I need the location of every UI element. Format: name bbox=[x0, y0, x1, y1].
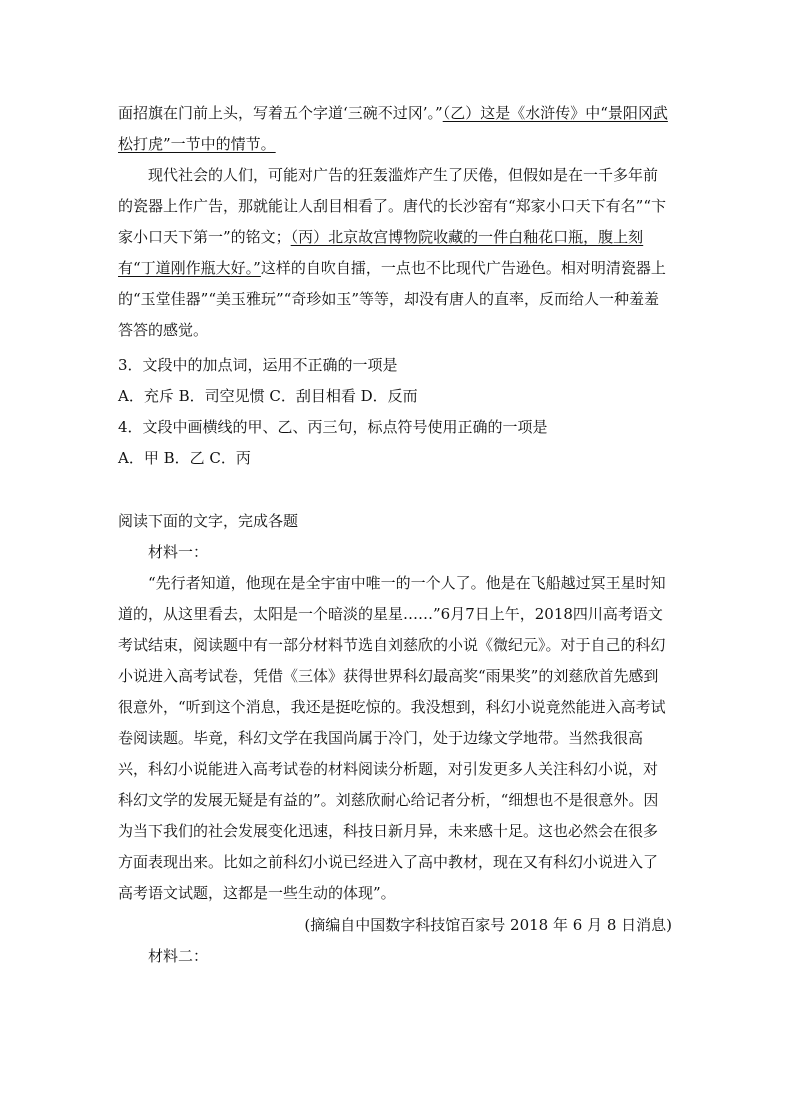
question-3-stem: 3．文段中的加点词，运用不正确的一项是 bbox=[118, 356, 398, 374]
reading-instruction: 阅读下面的文字，完成各题 bbox=[118, 512, 299, 530]
passage-paragraph-2 bbox=[118, 160, 672, 346]
material-2-label: 材料二： bbox=[148, 947, 209, 965]
passage-text: 这样的自吹自擂，一点也不比现代广告逊色。相对明清瓷器上的“玉堂佳器”“美玉雅玩”“奇珍如玉”等等，却没有唐人的直率，反而给人一种羞羞答答的感觉。 bbox=[118, 259, 666, 339]
question-4-stem: 4．文段中画横线的甲、乙、丙三句，标点符号使用正确的一项是 bbox=[118, 418, 548, 436]
question-4-options: A．甲 B．乙 C．丙 bbox=[118, 449, 251, 467]
underlined-sentence-bing: （丙）北京故宫博物院收藏的一件白釉花口瓶，腹上刻有“丁道刚作瓶大好。” bbox=[118, 228, 644, 277]
passage-text: 面招旗在门前上头，写着五个字道‘三碗不过冈’。” bbox=[118, 104, 443, 122]
passage-paragraph-1 bbox=[118, 98, 672, 160]
underlined-sentence-yi: （乙）这是《水浒传》中“景阳冈武松打虎”一节中的情节。 bbox=[118, 104, 668, 153]
material-1-source: (摘编自中国数字科技馆百家号 2018 年 6 月 8 日消息) bbox=[304, 916, 672, 934]
material-1-text: “先行者知道，他现在是全宇宙中唯一的一个人了。他是在飞船越过冥王星时知道的，从这里看去，太阳是一个暗淡的星星……”6月7日上午，2018四川高考语文考试结束，阅读题中有一部分材料节选自刘慈欣的小说《微纪元》。对于自己的科幻小说进入高考试卷，凭借《三体》获得世界科幻最高奖“雨果奖”的刘慈欣首先感到很意外，“听到这个消息，我还是挺吃惊的。我没想到，科幻小说竟然能进入高考试卷阅读题。毕竟，科幻文学在我国尚属于冷门，处于边缘文学地带。当然我很高兴，科幻小说能进入高考试卷的材料阅读分析题，对引发更多人关注科幻小说，对科幻文学的发展无疑是有益的”。刘慈欣耐心给记者分析，“细想也不是很意外。因为当下我们的社会发展变化迅速，科技日新月异，未来感十足。这也必然会在很多方面表现出来。比如之前科幻小说已经进入了高中教材，现在又有科幻小说进入了高考语文试题，这都是一些生动的体现”。 bbox=[118, 574, 666, 902]
material-1-label: 材料一： bbox=[148, 543, 209, 561]
question-3-options: A．充斥 B．司空见惯 C．刮目相看 D．反而 bbox=[118, 387, 418, 405]
passage-text: 现代社会的人们，可能对广告的狂轰滥炸产生了厌倦，但假如是在一千多年前的瓷器上作广告，那就能让人刮目相看了。唐代的长沙窑有“郑家小口天下有名”“卞家小口天下第一”的铭文； bbox=[118, 166, 667, 246]
